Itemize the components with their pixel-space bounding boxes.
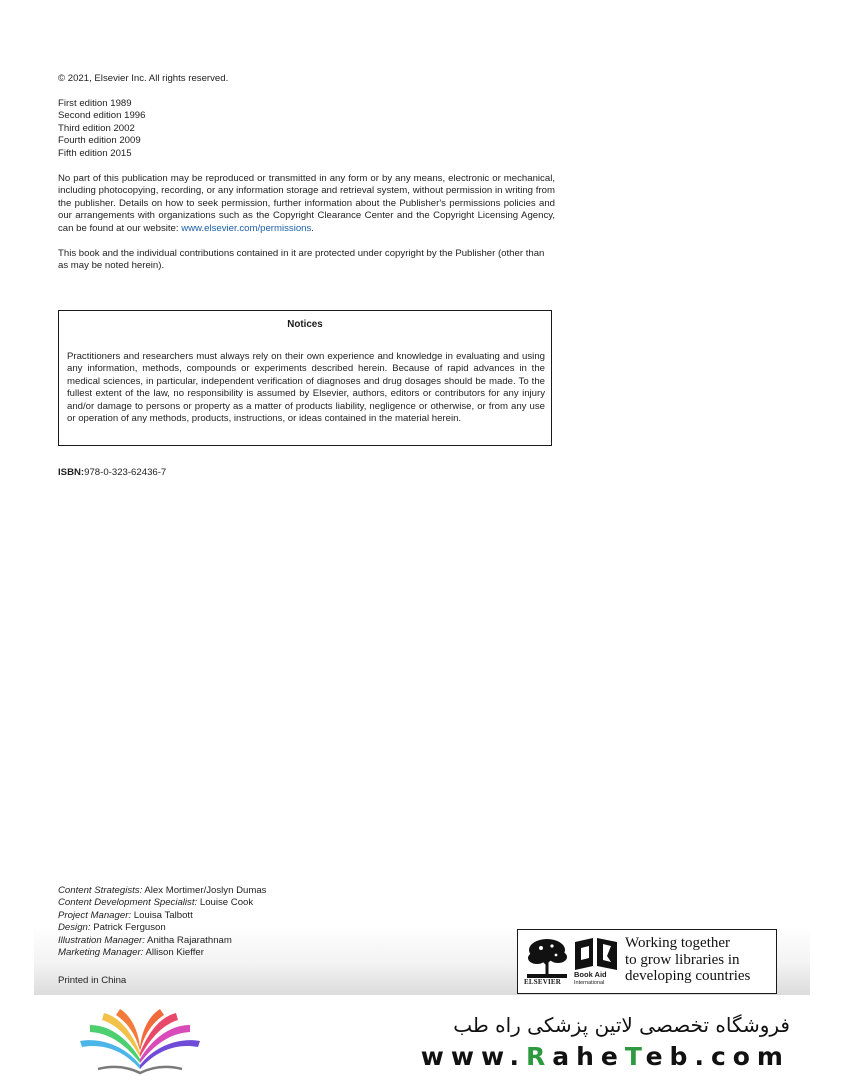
credit-name: Louisa Talbott xyxy=(131,909,193,921)
credit-name: Louise Cook xyxy=(197,897,254,909)
credit-role: Project Manager: xyxy=(58,909,132,921)
credit-line xyxy=(58,922,266,934)
url-part: eb.com xyxy=(645,1042,790,1071)
copyright-protection-paragraph: This book and the individual contributions contained in it are protected under copyright by the Publisher (other than as may be noted herein). xyxy=(58,248,545,272)
credit-role: Illustration Manager: xyxy=(58,934,145,946)
edition-line: Fifth edition 2015 xyxy=(58,147,132,159)
permissions-text: No part of this publication may be reproduced or transmitted in any form or by any means, electronic or mechanical, including photocopying, recording, or any information storage and retrieval system, without permission in writing from the publisher. Details on how to seek permission, further information about the Publisher's permissions policies and our arrangements with organizations such as the Copyright Clearance Center and the Copyright Licensing Agency, can be found at our website: xyxy=(58,173,555,234)
isbn-line xyxy=(58,467,166,479)
printed-in: Printed in China xyxy=(58,975,127,986)
notices-body: Practitioners and researchers must always rely on their own experience and knowledge in evaluating and using any information, methods, compounds or experiments described herein. Because of rapid advances in the medical sciences, in particular, independent verification of diagnoses and drug dosages should be made. To the fullest extent of the law, no responsibility is assumed by Elsevier, authors, editors or contributors for any injury and/or damage to persons or property as a matter of products liability, negligence or otherwise, or from any use or operation of any methods, products, instructions, or ideas contained in the material herein. xyxy=(67,351,545,425)
book-aid-banner xyxy=(517,929,777,994)
book-aid-tagline xyxy=(625,935,750,985)
credit-role: Content Development Specialist: xyxy=(58,897,198,909)
edition-line: Fourth edition 2009 xyxy=(58,135,141,147)
credit-name: Alex Mortimer/Joslyn Dumas xyxy=(142,885,267,896)
url-part: www. xyxy=(420,1042,526,1071)
url-part-accent: R xyxy=(525,1042,553,1071)
credit-role: Design: xyxy=(58,922,91,934)
credit-name: Anitha Rajarathnam xyxy=(144,934,232,946)
tagline-line: Working together xyxy=(625,935,731,951)
tagline-line: developing countries xyxy=(625,968,751,984)
open-book-logo-icon xyxy=(78,1007,202,1075)
store-url[interactable] xyxy=(421,1042,790,1071)
credit-line xyxy=(58,910,266,922)
credit-line xyxy=(58,935,266,947)
permissions-end: . xyxy=(311,222,314,234)
store-persian-name: فروشگاه تخصصی لاتین پزشکی راه طب xyxy=(453,1013,790,1037)
notices-title: Notices xyxy=(287,319,323,330)
elsevier-tree-icon xyxy=(525,936,569,980)
url-part-accent: T xyxy=(624,1042,646,1071)
url-part: ahe xyxy=(552,1042,625,1071)
production-credits xyxy=(58,885,266,959)
credit-name: Allison Kieffer xyxy=(143,947,204,959)
credit-line xyxy=(58,947,266,959)
edition-line: Second edition 1996 xyxy=(58,110,146,122)
credit-line xyxy=(58,885,266,897)
book-aid-subtitle: International xyxy=(574,980,605,986)
edition-history xyxy=(58,98,145,160)
credit-role: Marketing Manager: xyxy=(58,947,144,959)
edition-line: First edition 1989 xyxy=(58,98,132,109)
book-aid-name: Book Aid xyxy=(574,970,607,979)
credit-name: Patrick Ferguson xyxy=(90,922,166,934)
tagline-line: to grow libraries in xyxy=(625,951,740,968)
elsevier-wordmark: ELSEVIER xyxy=(524,978,562,986)
credit-line xyxy=(58,897,266,909)
notices-box xyxy=(58,310,552,446)
isbn-label: ISBN: xyxy=(58,467,85,478)
permissions-paragraph xyxy=(58,173,555,235)
copyright-line: © 2021, Elsevier Inc. All rights reserved. xyxy=(58,73,229,84)
isbn-value: 978-0-323-62436-7 xyxy=(84,467,167,478)
permissions-link[interactable]: www.elsevier.com/permissions xyxy=(181,222,312,234)
edition-line: Third edition 2002 xyxy=(58,122,135,134)
credit-role: Content Strategists: xyxy=(58,885,143,896)
